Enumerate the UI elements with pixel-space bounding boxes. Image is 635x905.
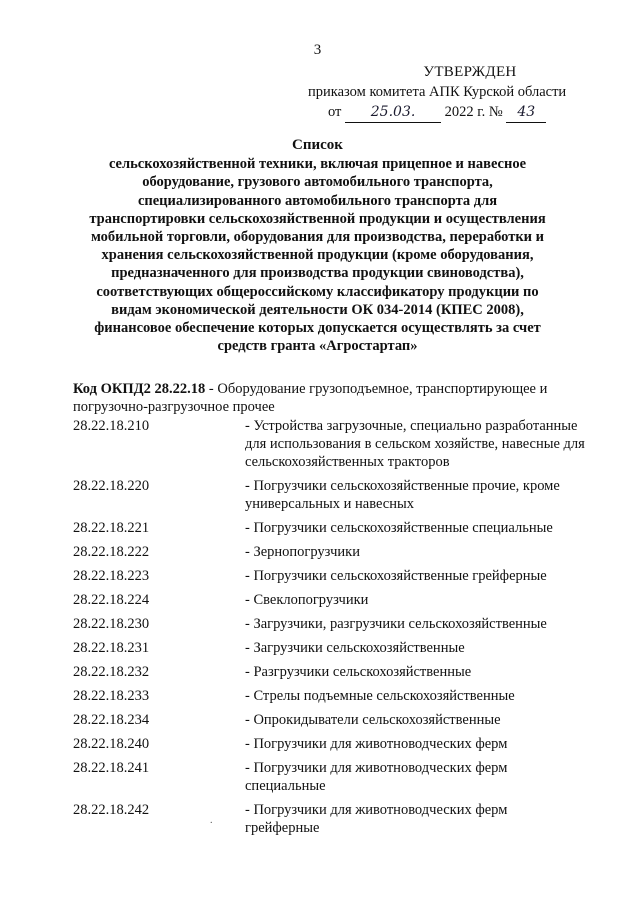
title-line: видам экономической деятельности ОК 034-2014 (КПЕС 2008), xyxy=(111,301,524,318)
title-line: предназначенного для производства продукции свиноводства), xyxy=(111,265,524,282)
item-description: - Погрузчики сельскохозяйственные прочие, кроме универсальных и навесных xyxy=(245,478,560,512)
document-title xyxy=(60,136,575,355)
list-item xyxy=(73,801,593,837)
title-line: специализированного автомобильного транспорта для xyxy=(137,192,498,209)
approved-label: УТВЕРЖДЕН xyxy=(423,64,517,80)
list-item xyxy=(73,663,593,681)
title-line: мобильной торговли, оборудования для производства, переработки и xyxy=(90,229,545,246)
item-code: 28.22.18.231 xyxy=(73,640,150,656)
item-code: 28.22.18.240 xyxy=(73,736,150,752)
list-item xyxy=(73,687,593,705)
okpd2-code: Код ОКПД2 28.22.18 xyxy=(73,381,206,397)
handwritten-order-number: 43 xyxy=(506,102,546,123)
list-item xyxy=(73,591,593,609)
item-code: 28.22.18.220 xyxy=(73,478,150,494)
list-item xyxy=(73,735,593,753)
item-code: 28.22.18.223 xyxy=(73,568,150,584)
approval-block xyxy=(300,62,600,123)
item-description: - Разгрузчики сельскохозяйственные xyxy=(245,664,472,680)
list-item xyxy=(73,639,593,657)
item-code: 28.22.18.230 xyxy=(73,616,150,632)
year-number-label: 2022 г. № xyxy=(444,104,503,120)
item-code: 28.22.18.234 xyxy=(73,712,150,728)
item-description: - Погрузчики для животноводческих ферм специальные xyxy=(245,760,508,794)
okpd2-code-description: - Оборудование грузоподъемное, транспортирующее и погрузочно-разгрузочное прочее xyxy=(73,381,548,415)
list-item xyxy=(73,759,593,795)
list-item xyxy=(73,615,593,633)
title-line: хранения сельскохозяйственной продукции (кроме оборудования, xyxy=(101,247,534,264)
okpd2-code-header xyxy=(73,380,593,416)
item-code: 28.22.18.224 xyxy=(73,592,150,608)
item-description: - Погрузчики сельскохозяйственные специальные xyxy=(245,520,553,536)
item-code: 28.22.18.232 xyxy=(73,664,150,680)
title-lines xyxy=(60,155,575,355)
item-description: - Погрузчики сельскохозяйственные грейферные xyxy=(245,568,547,584)
item-description: - Стрелы подъемные сельскохозяйственные xyxy=(245,688,515,704)
item-description: - Загрузчики сельскохозяйственные xyxy=(245,640,465,656)
item-code: 28.22.18.222 xyxy=(73,544,150,560)
item-description: - Свеклопогрузчики xyxy=(245,592,369,608)
list-item xyxy=(73,519,593,537)
item-description: - Опрокидыватели сельскохозяйственные xyxy=(245,712,501,728)
list-item xyxy=(73,477,593,513)
item-description: - Погрузчики для животноводческих ферм грейферные xyxy=(245,802,508,836)
title-line: оборудование, грузового автомобильного транспорта, xyxy=(142,174,493,191)
list-item xyxy=(73,417,593,471)
title-line: соответствующих общероссийскому классификатору продукции по xyxy=(96,283,539,300)
list-item xyxy=(73,567,593,585)
handwritten-date: 25.03. xyxy=(345,102,441,123)
scan-artifact-dot: . xyxy=(210,815,213,826)
item-code: 28.22.18.242 xyxy=(73,802,150,818)
title-line: транспортировки сельскохозяйственной продукции и осуществления xyxy=(89,210,546,227)
title-line: сельскохозяйственной техники, включая прицепное и навесное xyxy=(108,156,527,173)
list-item xyxy=(73,711,593,729)
order-issuer: приказом комитета АПК Курской области xyxy=(308,84,567,100)
item-code: 28.22.18.233 xyxy=(73,688,150,704)
title-line: финансовое обеспечение которых допускается осуществлять за счет xyxy=(94,320,541,337)
list-item xyxy=(73,543,593,561)
title-line: средств гранта «Агростартап» xyxy=(217,338,418,355)
item-description: - Загрузчики, разгрузчики сельскохозяйственные xyxy=(245,616,547,632)
item-description: - Зернопогрузчики xyxy=(245,544,360,560)
order-date-line xyxy=(300,102,600,123)
item-description: - Погрузчики для животноводческих ферм xyxy=(245,736,508,752)
item-description: - Устройства загрузочные, специально разработанные для использования в сельском хозяйстве, навесные для сельскохозяйственных тракторов xyxy=(245,418,585,470)
from-prefix: от xyxy=(328,104,342,120)
title-heading: Список xyxy=(292,137,343,153)
page-number: 3 xyxy=(313,42,322,58)
item-code: 28.22.18.221 xyxy=(73,520,150,536)
item-code: 28.22.18.241 xyxy=(73,760,150,776)
item-code: 28.22.18.210 xyxy=(73,418,150,434)
item-list xyxy=(73,417,593,843)
